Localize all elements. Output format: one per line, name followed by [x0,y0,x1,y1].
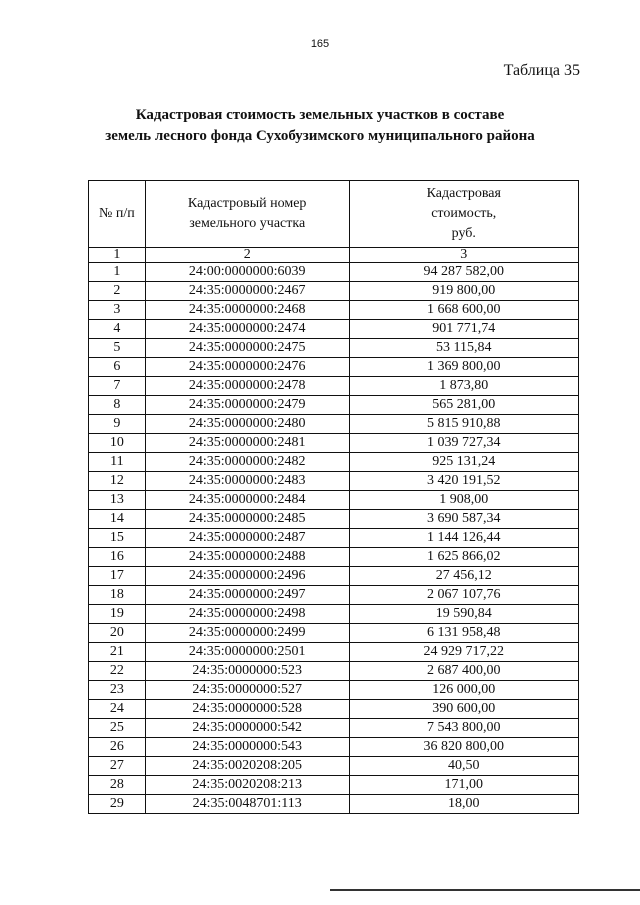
cadastral-value-cell: 1 625 866,02 [349,548,578,567]
row-number-cell: 2 [89,282,146,301]
row-number-cell: 28 [89,776,146,795]
row-number-cell: 25 [89,719,146,738]
row-number-cell: 11 [89,453,146,472]
table-row [89,757,579,776]
table-row [89,301,579,320]
table-row [89,529,579,548]
cadastral-number-cell: 24:35:0000000:2488 [145,548,349,567]
table-row [89,377,579,396]
column-number-2: 2 [145,248,349,263]
cadastral-value-cell: 2 687 400,00 [349,662,578,681]
header-cadastral-number [145,181,349,248]
table-row [89,643,579,662]
cadastral-number-cell: 24:35:0000000:2496 [145,567,349,586]
cadastral-value-cell: 565 281,00 [349,396,578,415]
cadastral-value-cell: 24 929 717,22 [349,643,578,662]
row-number-cell: 20 [89,624,146,643]
table-row [89,662,579,681]
cadastral-value-cell: 390 600,00 [349,700,578,719]
table-header-row [89,181,579,248]
cadastral-value-cell: 94 287 582,00 [349,263,578,282]
cadastral-number-cell: 24:35:0000000:2476 [145,358,349,377]
table-label: Таблица 35 [503,62,580,79]
cadastral-value-cell: 5 815 910,88 [349,415,578,434]
cadastral-value-cell: 6 131 958,48 [349,624,578,643]
footer-rule [330,889,640,891]
title-line-1: Кадастровая стоимость земельных участков в составе [135,107,505,123]
cadastral-number-cell: 24:35:0000000:2497 [145,586,349,605]
table-row [89,472,579,491]
table-row [89,263,579,282]
cadastral-value-cell: 1 873,80 [349,377,578,396]
cadastral-number-cell: 24:35:0000000:2498 [145,605,349,624]
cadastral-number-cell: 24:35:0000000:2481 [145,434,349,453]
row-number-cell: 17 [89,567,146,586]
table-body [89,263,579,814]
cadastral-value-cell: 925 131,24 [349,453,578,472]
cadastral-value-cell: 7 543 800,00 [349,719,578,738]
cadastral-value-cell: 901 771,74 [349,320,578,339]
cadastral-number-cell: 24:35:0000000:527 [145,681,349,700]
cadastral-number-cell: 24:35:0020208:205 [145,757,349,776]
table-row [89,567,579,586]
row-number-cell: 12 [89,472,146,491]
table-row [89,415,579,434]
table-row [89,776,579,795]
row-number-cell: 1 [89,263,146,282]
row-number-cell: 24 [89,700,146,719]
cadastral-value-cell: 19 590,84 [349,605,578,624]
row-number-cell: 21 [89,643,146,662]
page-number: 165 [310,38,330,50]
row-number-cell: 3 [89,301,146,320]
row-number-cell: 18 [89,586,146,605]
cadastral-number-cell: 24:35:0000000:2468 [145,301,349,320]
title-line-2: земель лесного фонда Сухобузимского муниципального района [105,128,535,144]
row-number-cell: 14 [89,510,146,529]
cadastral-value-cell: 3 420 191,52 [349,472,578,491]
cadastral-number-cell: 24:35:0000000:528 [145,700,349,719]
column-number-row [89,248,579,263]
row-number-cell: 26 [89,738,146,757]
cadastral-number-cell: 24:35:0000000:2483 [145,472,349,491]
row-number-cell: 8 [89,396,146,415]
row-number-cell: 29 [89,795,146,814]
cadastral-value-table [88,180,579,814]
cadastral-value-cell: 2 067 107,76 [349,586,578,605]
table-row [89,738,579,757]
header-cadastral-number-line1: Кадастровый номер [187,196,307,211]
table-row [89,605,579,624]
row-number-cell: 4 [89,320,146,339]
cadastral-value-cell: 1 369 800,00 [349,358,578,377]
table-row [89,548,579,567]
column-number-1: 1 [89,248,146,263]
cadastral-number-cell: 24:35:0000000:2482 [145,453,349,472]
table-row [89,681,579,700]
row-number-cell: 23 [89,681,146,700]
cadastral-number-cell: 24:35:0000000:523 [145,662,349,681]
cadastral-number-cell: 24:35:0048701:113 [145,795,349,814]
table-row [89,453,579,472]
cadastral-number-cell: 24:35:0000000:2487 [145,529,349,548]
cadastral-number-cell: 24:35:0000000:2484 [145,491,349,510]
cadastral-value-cell: 27 456,12 [349,567,578,586]
header-cadastral-value-line2: стоимость, [431,206,497,221]
cadastral-number-cell: 24:35:0000000:2479 [145,396,349,415]
cadastral-number-cell: 24:35:0000000:2475 [145,339,349,358]
row-number-cell: 5 [89,339,146,358]
cadastral-number-cell: 24:35:0000000:543 [145,738,349,757]
row-number-cell: 15 [89,529,146,548]
cadastral-value-cell: 1 668 600,00 [349,301,578,320]
cadastral-value-cell: 18,00 [349,795,578,814]
table-row [89,396,579,415]
header-cadastral-value-line1: Кадастровая [426,186,501,201]
row-number-cell: 10 [89,434,146,453]
cadastral-value-cell: 1 144 126,44 [349,529,578,548]
cadastral-number-cell: 24:35:0000000:2480 [145,415,349,434]
row-number-cell: 27 [89,757,146,776]
header-cadastral-value-line3: руб. [451,226,476,241]
row-number-cell: 19 [89,605,146,624]
table-row [89,320,579,339]
table-row [89,510,579,529]
cadastral-number-cell: 24:35:0000000:2478 [145,377,349,396]
cadastral-number-cell: 24:35:0000000:2499 [145,624,349,643]
row-number-cell: 22 [89,662,146,681]
row-number-cell: 16 [89,548,146,567]
cadastral-value-cell: 1 908,00 [349,491,578,510]
cadastral-value-cell: 3 690 587,34 [349,510,578,529]
table-row [89,358,579,377]
cadastral-number-cell: 24:35:0000000:2485 [145,510,349,529]
table-row [89,624,579,643]
row-number-cell: 7 [89,377,146,396]
header-cadastral-value [349,181,578,248]
cadastral-number-cell: 24:35:0000000:2467 [145,282,349,301]
cadastral-value-cell: 171,00 [349,776,578,795]
cadastral-number-cell: 24:35:0020208:213 [145,776,349,795]
row-number-cell: 13 [89,491,146,510]
table-row [89,719,579,738]
cadastral-number-cell: 24:35:0000000:542 [145,719,349,738]
table-row [89,339,579,358]
table-row [89,700,579,719]
row-number-cell: 6 [89,358,146,377]
cadastral-value-cell: 36 820 800,00 [349,738,578,757]
table-row [89,491,579,510]
cadastral-value-cell: 919 800,00 [349,282,578,301]
cadastral-value-cell: 126 000,00 [349,681,578,700]
cadastral-number-cell: 24:35:0000000:2474 [145,320,349,339]
table-row [89,434,579,453]
table-row [89,282,579,301]
cadastral-value-cell: 1 039 727,34 [349,434,578,453]
column-number-3: 3 [349,248,578,263]
table-row [89,795,579,814]
table-row [89,586,579,605]
cadastral-number-cell: 24:00:0000000:6039 [145,263,349,282]
cadastral-value-cell: 53 115,84 [349,339,578,358]
header-row-number: № п/п [89,181,146,248]
cadastral-value-cell: 40,50 [349,757,578,776]
document-title [0,105,640,147]
row-number-cell: 9 [89,415,146,434]
cadastral-number-cell: 24:35:0000000:2501 [145,643,349,662]
header-cadastral-number-line2: земельного участка [189,216,306,231]
